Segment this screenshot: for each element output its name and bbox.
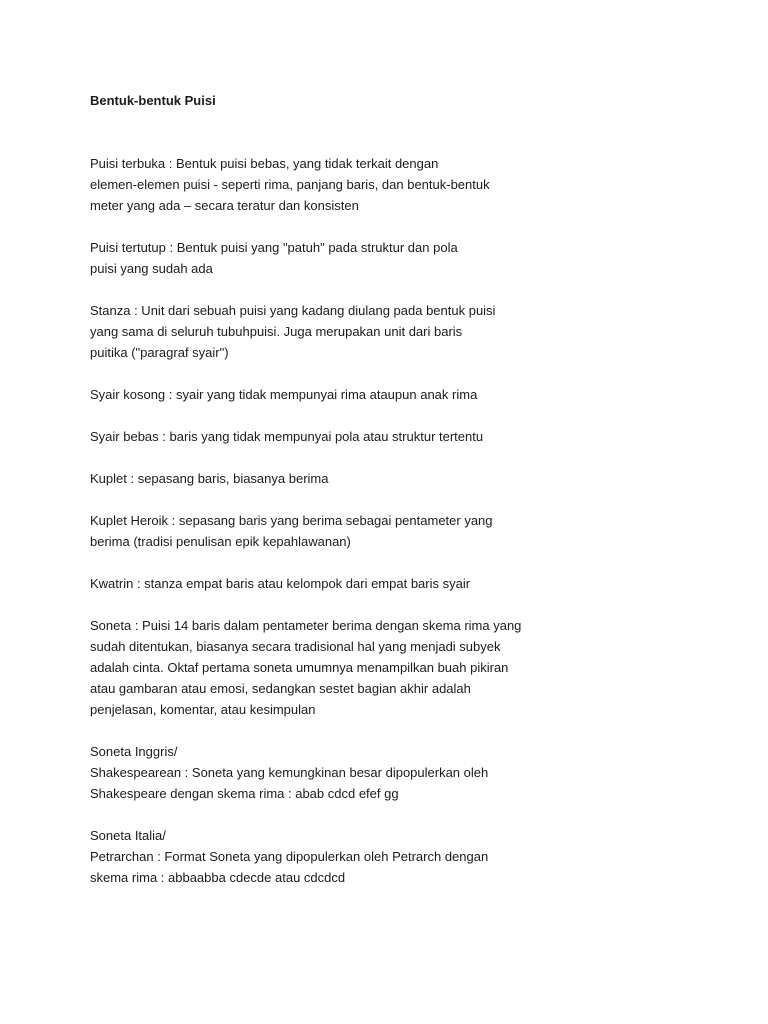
definition-entry xyxy=(90,510,730,552)
entry-text-line: Shakespeare dengan skema rima : abab cdcd efef gg xyxy=(90,786,399,801)
entry-text-line: Kuplet : sepasang baris, biasanya berima xyxy=(90,471,329,486)
entry-text-line: puitika ("paragraf syair") xyxy=(90,345,229,360)
definition-entry xyxy=(90,300,730,363)
definition-entry xyxy=(90,426,730,447)
entry-text-line: yang sama di seluruh tubuhpuisi. Juga merupakan unit dari baris xyxy=(90,324,463,339)
entry-text-line: adalah cinta. Oktaf pertama soneta umumnya menampilkan buah pikiran xyxy=(90,660,509,675)
definition-list xyxy=(90,153,730,888)
entry-text-line: Kwatrin : stanza empat baris atau kelompok dari empat baris syair xyxy=(90,576,471,591)
entry-text-line: Syair kosong : syair yang tidak mempunyai rima ataupun anak rima xyxy=(90,387,478,402)
entry-text-line: Soneta Italia/ xyxy=(90,828,166,843)
definition-entry xyxy=(90,741,730,804)
definition-entry xyxy=(90,237,730,279)
entry-text-line: Kuplet Heroik : sepasang baris yang berima sebagai pentameter yang xyxy=(90,513,493,528)
entry-text-line: elemen-elemen puisi - seperti rima, panjang baris, dan bentuk-bentuk xyxy=(90,177,490,192)
definition-entry xyxy=(90,153,730,216)
entry-text-line: Puisi terbuka : Bentuk puisi bebas, yang tidak terkait dengan xyxy=(90,156,439,171)
definition-entry xyxy=(90,825,730,888)
definition-entry xyxy=(90,615,730,720)
entry-text-line: Puisi tertutup : Bentuk puisi yang "patuh" pada struktur dan pola xyxy=(90,240,458,255)
entry-text-line: Stanza : Unit dari sebuah puisi yang kadang diulang pada bentuk puisi xyxy=(90,303,496,318)
definition-entry xyxy=(90,573,730,594)
entry-text-line: skema rima : abbaabba cdecde atau cdcdcd xyxy=(90,870,346,885)
document-title: Bentuk-bentuk Puisi xyxy=(90,93,216,108)
entry-text-line: Petrarchan : Format Soneta yang dipopulerkan oleh Petrarch dengan xyxy=(90,849,489,864)
entry-text-line: Syair bebas : baris yang tidak mempunyai pola atau struktur tertentu xyxy=(90,429,484,444)
entry-text-line: puisi yang sudah ada xyxy=(90,261,213,276)
entry-text-line: Shakespearean : Soneta yang kemungkinan besar dipopulerkan oleh xyxy=(90,765,489,780)
entry-text-line: Soneta Inggris/ xyxy=(90,744,178,759)
entry-text-line: penjelasan, komentar, atau kesimpulan xyxy=(90,702,316,717)
document-body xyxy=(90,90,730,909)
entry-text-line: meter yang ada – secara teratur dan konsisten xyxy=(90,198,359,213)
definition-entry xyxy=(90,468,730,489)
entry-text-line: sudah ditentukan, biasanya secara tradisional hal yang menjadi subyek xyxy=(90,639,501,654)
entry-text-line: berima (tradisi penulisan epik kepahlawanan) xyxy=(90,534,351,549)
entry-text-line: atau gambaran atau emosi, sedangkan sestet bagian akhir adalah xyxy=(90,681,471,696)
title-spacer xyxy=(90,111,730,153)
definition-entry xyxy=(90,384,730,405)
entry-text-line: Soneta : Puisi 14 baris dalam pentameter berima dengan skema rima yang xyxy=(90,618,522,633)
